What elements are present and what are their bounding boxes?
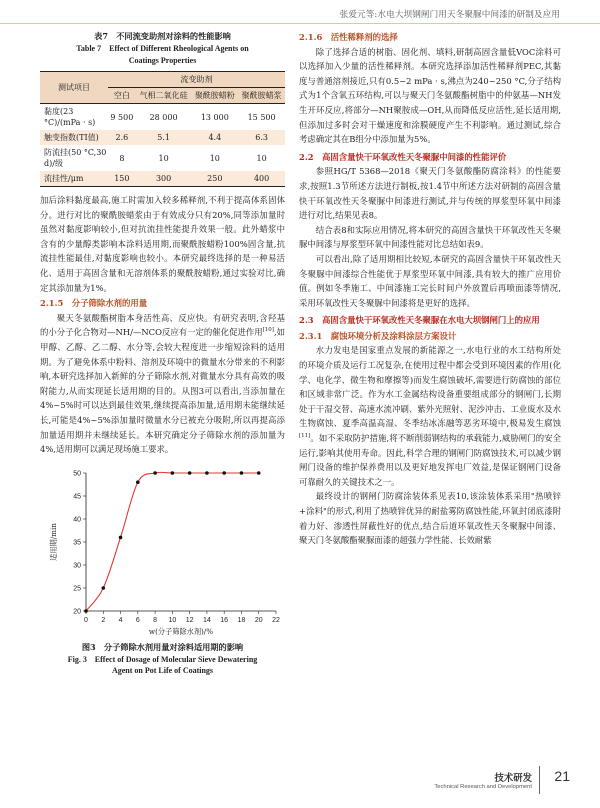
table7-header-test: 测试项目 xyxy=(40,72,108,104)
table-cell: 2.6 xyxy=(115,133,129,142)
paragraph-text: 聚天冬氨酸酯树脂本身活性高、反应快。有研究表明,含羟基的小分子化合物对—NH/—NCO反应有一定的催化促进作用 xyxy=(40,312,285,338)
paragraph-text: 。如不采取防护措施,将不断削弱钢结构的承载能力,威胁闸门的安全运行,影响其使用寿命。因此,科学合理的钢闸门防腐蚀技术,可以减少钢闸门设备的维护保养费用以及更好地发挥电厂效益,是保证钢闸门设备可靠耐久的关键技术之一。 xyxy=(299,433,561,487)
body-paragraph: 结合表8和实际应用情况,将本研究的高固含量快干环氧改性天冬聚脲中间漆与厚浆型环氧中间漆性能对比总结如表9。 xyxy=(299,224,561,250)
figure3-caption-en-1: Fig. 3 Effect of Dosage of Molecular Sieve Dewatering xyxy=(67,654,258,664)
row-label: 触变指数(TI值) xyxy=(44,133,99,142)
table-cell: 4.4 xyxy=(208,133,222,142)
table-cell: 6.3 xyxy=(255,133,268,142)
table-cell: 150 xyxy=(108,171,136,187)
x-tick-label: 2 xyxy=(101,616,106,624)
row-label: 黏度(23 °C)/(mPa · s) xyxy=(44,107,96,127)
table-row xyxy=(40,104,285,131)
table7-header-group: 流变助剂 xyxy=(108,72,285,88)
section-heading-2-3-1: 2.3.1 腐蚀环境分析及涂料涂层方案设计 xyxy=(299,330,457,341)
table-cell: 28 000 xyxy=(149,112,178,122)
table-cell: 10 xyxy=(158,153,169,163)
y-axis-label: 适用期/min xyxy=(49,522,58,561)
paragraph-text: ,如甲醇、乙醇、乙二醇、水分等,会较大程度进一步缩短涂料的适用期。为了避免体系中粉料、溶剂及环境中的微量水分带来的不利影响,本研究选择加入新鲜的分子筛除水剂,对微量水分具有高效的吸附能力,从而实现延长适用期的目的。从图3可以看出,当添加量在4%~5%时可以达到最佳效果,继续提高添加量,适用期未能继续延长,可能是4%~5%添加量时微量水分已被充分吸附,所以再提高添加量适用期并未继续延长。本研究确定分子筛除水剂的添加量为4%,适用期可以满足现场施工要求。 xyxy=(40,327,285,455)
table-cell: 8 xyxy=(119,153,125,163)
page-footer xyxy=(410,764,570,800)
figure3-caption-en-2: Agent on Pot Life of Coatings xyxy=(111,666,214,676)
figure3-caption-cn: 图3 分子筛除水剂用量对涂料适用期的影响 xyxy=(81,641,244,652)
table-cell: 10 xyxy=(209,153,220,163)
x-tick-label: 0 xyxy=(84,616,88,624)
table7 xyxy=(40,71,285,187)
data-point xyxy=(119,535,123,539)
running-header xyxy=(0,6,600,24)
line-chart xyxy=(40,463,285,641)
table-row xyxy=(40,171,285,187)
x-tick-label: 14 xyxy=(203,616,211,624)
x-tick-label: 6 xyxy=(135,616,140,624)
section-heading-2-2: 2.2 高固含量快干环氧改性天冬聚脲中间漆的性能评价 xyxy=(299,151,507,162)
table-cell: 9 500 xyxy=(110,112,134,122)
y-tick-label: 35 xyxy=(73,539,81,547)
x-tick-label: 4 xyxy=(118,616,123,624)
footer-divider xyxy=(539,766,540,794)
table-row xyxy=(40,145,285,171)
section-heading-2-1-6: 2.1.6 活性稀释剂的选择 xyxy=(299,32,398,42)
table-cell: 300 xyxy=(136,171,192,187)
paragraph-text: 水力发电是国家重点发展的新能源之一,水电行业的水工结构所处的环境介质及运行工况复杂,在使用过程中都会受到环境因素的作用(化学、电化学、微生物和摩擦等)而发生腐蚀破坏,需要进行防腐蚀的部位和区域非常广泛。作为水工金属结构设备重要组成部分的钢闸门,长期处于干湿交替、高速水流冲刷、紫外光照射、泥沙冲击、工业废水及水生物腐蚀、夏季高温高湿、冬季结冰冻融等恶劣环境中,极易发生腐蚀 xyxy=(299,345,561,429)
row-label: 流挂性/μm xyxy=(40,171,108,187)
data-point xyxy=(240,471,244,475)
data-point xyxy=(171,471,175,475)
table-cell: 5.1 xyxy=(157,133,170,142)
table-row xyxy=(40,130,285,145)
citation-ref: [11] xyxy=(299,433,311,440)
table-cell: 10 xyxy=(256,153,267,163)
table-cell: 15 500 xyxy=(247,112,276,122)
table7-col-silica: 气相二氧化硅 xyxy=(136,88,192,104)
table7-col-blank: 空白 xyxy=(108,88,136,104)
body-paragraph xyxy=(40,311,285,457)
row-label: 防流挂(50 °C,30 d)/级 xyxy=(44,148,107,168)
y-tick-label: 45 xyxy=(73,493,81,501)
x-tick-label: 20 xyxy=(254,616,263,624)
left-column xyxy=(40,30,285,677)
data-point xyxy=(257,471,261,475)
page-number: 21 xyxy=(554,768,570,784)
y-tick-label: 30 xyxy=(73,562,81,570)
y-tick-label: 50 xyxy=(73,470,81,478)
x-axis-label: w(分子筛除水剂)/% xyxy=(148,626,214,636)
data-point xyxy=(84,609,88,613)
body-paragraph: 参照HG/T 5368—2018《聚天门冬氨酸酯防腐涂料》的性能要求,按照1.3节所述方法进行制板,按1.4节中所述方法对研制的高固含量快干环氧改性天冬聚脲中间漆进行测试,并与传统的厚浆型环氧中间漆进行对比,结果见表8。 xyxy=(299,166,561,221)
data-point xyxy=(136,480,140,484)
figure-3-chart xyxy=(40,463,285,641)
x-tick-label: 18 xyxy=(237,616,246,624)
body-paragraph: 加后涂料黏度最高,施工时需加入较多稀释剂,不利于提高体系固体分。进行对比的聚酰胺蜡浆由于有效成分只有20%,同等添加量时虽然对黏度影响较小,但对抗流挂性能提升效果一般。此外蜡浆中含有的少量醇类影响本涂料适用期,而聚酰胺蜡粉100%固含量,抗流挂性能最佳,对黏度影响也较小。本研究最终选择的是一种易活化、适用于高固含量和无溶剂体系的聚酰胺蜡粉,通过实验对比,确定其添加量为1%。 xyxy=(40,195,285,293)
series-line xyxy=(86,472,259,611)
table7-caption-en-1: Table 7 Effect of Different Rheological Agents on xyxy=(76,44,249,53)
data-point xyxy=(101,586,105,590)
table7-caption-cn: 表7 不同流变助剂对涂料的性能影响 xyxy=(94,31,231,41)
journal-name-en: Technical Research and Development xyxy=(434,784,532,790)
citation-ref: [10] xyxy=(262,327,274,334)
x-tick-label: 22 xyxy=(272,616,280,624)
data-point xyxy=(188,471,192,475)
body-paragraph: 除了选择合适的树脂、固化剂、填料,研制高固含量低VOC涂料可以选择加入少量的活性稀释剂。本研究选择添加活性稀释剂PEC,其黏度与普通溶剂接近,只有0.5~2 mPa · s,沸点为240~250 °C,分子结构式为1个含氧五环结构,可以与聚天门冬氨酸酯树脂中的仲氨基—NH发生开环反应,将部分—NH聚胺成—OH,从而降低反应活性,延长适用期,但添加过多时会对干燥速度和涂膜硬度产生不利影响。通过测试,综合考虑确定其在B组分中添加量为5%。 xyxy=(299,46,561,145)
table7-col-wax-paste: 聚酰胺蜡浆 xyxy=(238,88,285,104)
body-paragraph xyxy=(299,343,561,489)
x-tick-label: 12 xyxy=(185,616,194,624)
data-point xyxy=(153,471,157,475)
x-tick-label: 10 xyxy=(168,616,177,624)
table7-caption-en-2: Coatings Properties xyxy=(128,55,197,65)
table7-col-wax-powder: 聚酰胺蜡粉 xyxy=(191,88,238,104)
y-tick-label: 20 xyxy=(73,608,81,616)
body-paragraph: 可以看出,除了适用期相比较短,本研究的高固含量快干环氧改性天冬聚脲中间漆综合性能优于厚浆型环氧中间漆,具有较大的推广应用价值。例如冬季施工、中间漆施工完长时间户外放置后再喷面漆等情况,采用环氧改性天冬聚脲中间漆将是更好的选择。 xyxy=(299,253,561,308)
table-cell: 400 xyxy=(238,171,285,187)
table-cell: 250 xyxy=(191,171,238,187)
y-tick-label: 25 xyxy=(73,585,81,593)
x-tick-label: 16 xyxy=(220,616,229,624)
running-title: 张爱元等:水电大坝钢闸门用天冬聚脲中间漆的研制及应用 xyxy=(339,10,560,20)
right-column xyxy=(299,30,561,548)
journal-name-cn: 技术研发 xyxy=(494,773,532,784)
data-point xyxy=(205,471,209,475)
section-heading-2-1-5: 2.1.5 分子筛除水剂的用量 xyxy=(40,298,148,309)
x-tick-label: 8 xyxy=(153,616,158,624)
y-tick-label: 40 xyxy=(73,516,81,524)
data-point xyxy=(222,471,226,475)
section-heading-2-3: 2.3 高固含量快干环氧改性天冬聚脲在水电大坝钢闸门上的应用 xyxy=(299,315,540,326)
table-cell: 13 000 xyxy=(200,112,229,122)
body-paragraph: 最终设计的钢闸门防腐涂装体系见表10,该涂装体系采用"热喷锌+涂料"的形式,利用了热喷锌优异的耐盐雾防腐蚀性能,环氧封闭底漆附着力好、渗透性屏蔽性好的优点,结合后道环氧改性天冬聚脲中间漆、聚天门冬氨酸酯聚脲面漆的超强力学性能、长效耐紫 xyxy=(299,491,561,546)
